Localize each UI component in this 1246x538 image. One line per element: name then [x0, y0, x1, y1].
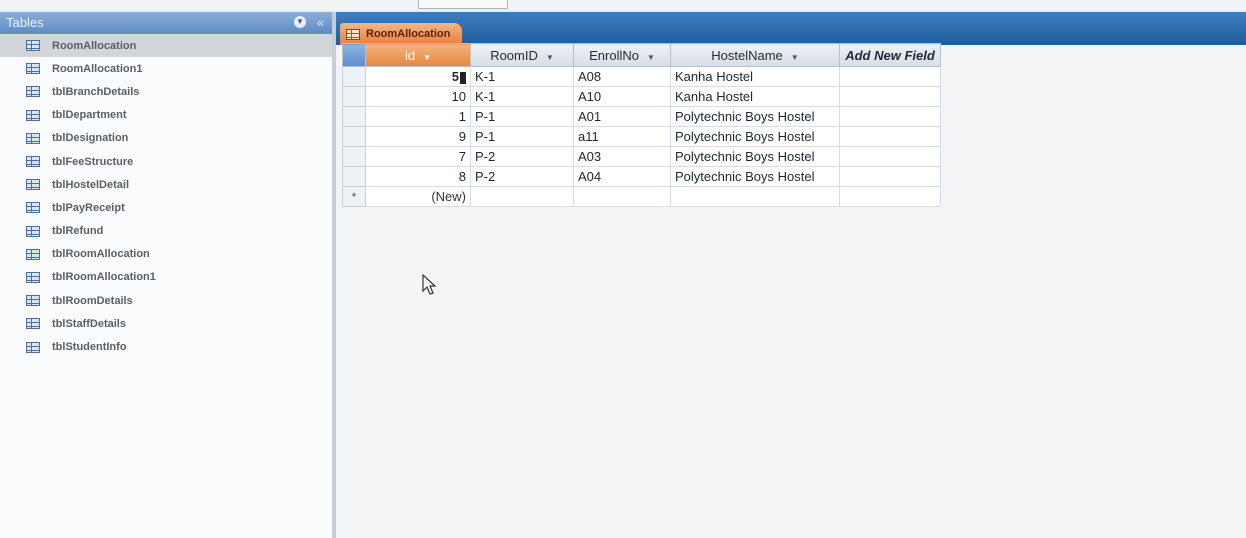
cell-enrollno[interactable]: A01 [574, 107, 671, 127]
ribbon-control[interactable] [418, 0, 508, 9]
table-icon [26, 63, 40, 74]
cell-id[interactable]: 8 [366, 167, 471, 187]
document-area [336, 12, 1246, 538]
sort-dropdown-icon[interactable]: ▼ [646, 52, 655, 62]
nav-item-label: tblRoomAllocation [52, 248, 150, 261]
chevron-down-icon[interactable]: ▼ [294, 16, 306, 28]
select-all-button[interactable] [343, 44, 366, 67]
record-selector[interactable] [343, 127, 366, 147]
cell-add-new-field[interactable] [840, 147, 941, 167]
new-record-marker[interactable]: * [343, 187, 366, 207]
sort-dropdown-icon[interactable]: ▼ [545, 52, 554, 62]
shutter-collapse-icon[interactable]: « [316, 15, 324, 30]
cell-roomid[interactable] [471, 187, 574, 207]
record-selector[interactable] [343, 67, 366, 87]
record-selector[interactable] [343, 147, 366, 167]
record-selector[interactable] [343, 107, 366, 127]
table-icon [26, 40, 40, 51]
column-label: id [404, 47, 416, 63]
cell-id[interactable] [366, 67, 471, 87]
nav-item-label: tblPayReceipt [52, 201, 125, 214]
table-icon [26, 110, 40, 121]
cell-add-new-field[interactable] [840, 187, 941, 207]
mouse-pointer-icon [422, 274, 436, 296]
record-selector[interactable] [343, 167, 366, 187]
cell-enrollno[interactable]: A10 [574, 87, 671, 107]
table-icon [26, 272, 40, 283]
nav-item-label: tblDepartment [52, 109, 127, 122]
nav-item-tblstudentinfo[interactable] [0, 335, 332, 358]
column-label: RoomID [490, 47, 538, 63]
table-icon [26, 295, 40, 306]
cell-id-value: 5 [451, 69, 459, 84]
nav-item-label: RoomAllocation [52, 39, 137, 52]
column-header-add-new-field[interactable]: Add New Field [840, 44, 941, 67]
cell-roomid[interactable]: P-2 [471, 147, 574, 167]
table-icon [26, 179, 40, 190]
cell-enrollno[interactable]: A08 [574, 67, 671, 87]
record-selector[interactable] [343, 87, 366, 107]
table-row[interactable] [343, 67, 941, 87]
nav-item-label: tblBranchDetails [52, 85, 140, 98]
nav-pane-header[interactable] [0, 12, 332, 34]
cell-enrollno[interactable]: A03 [574, 147, 671, 167]
cell-add-new-field[interactable] [840, 127, 941, 147]
cell-hostelname[interactable]: Polytechnic Boys Hostel [671, 107, 840, 127]
nav-item-label: tblStaffDetails [52, 317, 126, 330]
table-row[interactable] [343, 107, 941, 127]
cell-hostelname[interactable]: Polytechnic Boys Hostel [671, 147, 840, 167]
nav-item-label: tblDesignation [52, 132, 129, 145]
nav-item-tblpayreceipt[interactable] [0, 196, 332, 219]
grid-body [343, 67, 941, 207]
document-tab-bar [336, 12, 1246, 45]
cell-enrollno[interactable]: a11 [574, 127, 671, 147]
nav-item-tblrefund[interactable] [0, 220, 332, 243]
table-icon [346, 29, 360, 40]
tab-label: RoomAllocation [366, 28, 451, 40]
column-header-id[interactable] [366, 44, 471, 67]
nav-item-roomallocation1[interactable] [0, 57, 332, 80]
table-icon [26, 226, 40, 237]
nav-item-roomallocation[interactable] [0, 34, 332, 57]
cell-hostelname[interactable]: Polytechnic Boys Hostel [671, 167, 840, 187]
nav-item-tbldesignation[interactable] [0, 127, 332, 150]
cell-hostelname[interactable]: Kanha Hostel [671, 67, 840, 87]
cell-id[interactable]: 7 [366, 147, 471, 167]
cell-add-new-field[interactable] [840, 107, 941, 127]
cell-hostelname[interactable]: Polytechnic Boys Hostel [671, 127, 840, 147]
table-icon [26, 156, 40, 167]
nav-item-label: RoomAllocation1 [52, 62, 143, 75]
table-icon [26, 86, 40, 97]
sort-dropdown-icon[interactable]: ▼ [423, 52, 432, 62]
cell-roomid[interactable]: K-1 [471, 67, 574, 87]
new-record-row[interactable] [343, 187, 941, 207]
table-row[interactable] [343, 147, 941, 167]
cell-hostelname[interactable]: Kanha Hostel [671, 87, 840, 107]
column-header-roomid[interactable] [471, 44, 574, 67]
cell-enrollno[interactable] [574, 187, 671, 207]
nav-item-tbldepartment[interactable] [0, 104, 332, 127]
nav-item-tblbranchdetails[interactable] [0, 80, 332, 103]
column-label: EnrollNo [589, 47, 639, 63]
nav-item-label: tblStudentInfo [52, 341, 127, 354]
nav-item-label: tblHostelDetail [52, 178, 130, 191]
column-header-hostelname[interactable] [671, 44, 840, 67]
nav-item-tblfeestructure[interactable] [0, 150, 332, 173]
nav-item-tblroomdetails[interactable] [0, 289, 332, 312]
datasheet-grid [342, 43, 941, 207]
cell-roomid[interactable]: P-1 [471, 127, 574, 147]
header-row [343, 44, 941, 67]
table-icon [26, 342, 40, 353]
table-row[interactable] [343, 167, 941, 187]
cell-add-new-field[interactable] [840, 167, 941, 187]
cell-id[interactable]: 9 [366, 127, 471, 147]
nav-item-tblstaffdetails[interactable] [0, 312, 332, 335]
nav-item-tblroomallocation1[interactable] [0, 266, 332, 289]
cell-roomid[interactable]: P-1 [471, 107, 574, 127]
top-strip [0, 0, 1246, 10]
column-label: HostelName [711, 47, 783, 63]
cell-enrollno[interactable]: A04 [574, 167, 671, 187]
cell-roomid[interactable]: P-2 [471, 167, 574, 187]
nav-item-label: tblRoomDetails [52, 294, 133, 307]
table-icon [26, 133, 40, 144]
cell-id[interactable]: 1 [366, 107, 471, 127]
navigation-pane [0, 12, 336, 538]
nav-table-list [0, 34, 332, 359]
nav-item-tblhosteldetail[interactable] [0, 173, 332, 196]
sort-dropdown-icon[interactable]: ▼ [790, 52, 799, 62]
cell-id[interactable]: 10 [366, 87, 471, 107]
table-row[interactable] [343, 127, 941, 147]
nav-item-label: tblRefund [52, 225, 104, 238]
cell-roomid[interactable]: K-1 [471, 87, 574, 107]
edit-cursor [460, 72, 466, 84]
nav-item-label: tblFeeStructure [52, 155, 134, 168]
nav-item-label: tblRoomAllocation1 [52, 271, 156, 284]
table-icon [26, 318, 40, 329]
table-icon [26, 202, 40, 213]
table-row[interactable] [343, 87, 941, 107]
cell-add-new-field[interactable] [840, 67, 941, 87]
table-icon [26, 249, 40, 260]
tab-roomallocation[interactable] [340, 23, 462, 45]
nav-item-tblroomallocation[interactable] [0, 243, 332, 266]
cell-add-new-field[interactable] [840, 87, 941, 107]
column-header-enrollno[interactable] [574, 44, 671, 67]
nav-pane-title: Tables [6, 15, 44, 30]
cell-hostelname[interactable] [671, 187, 840, 207]
cell-id-new[interactable]: (New) [366, 187, 471, 207]
